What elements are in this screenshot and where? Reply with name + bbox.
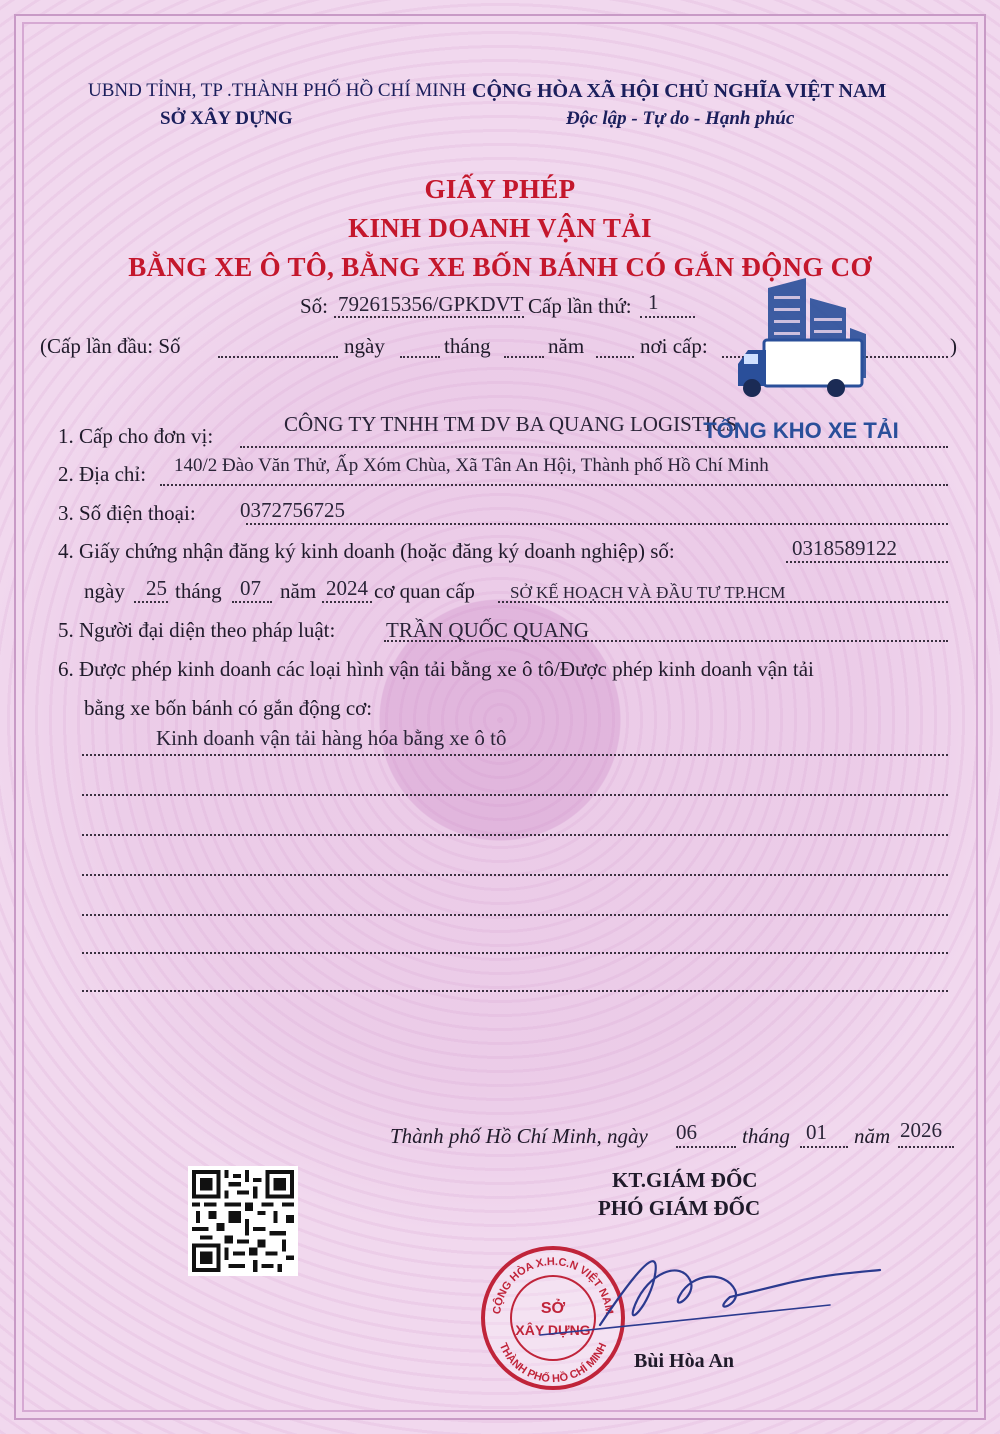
field-5-value: TRẦN QUỐC QUANG bbox=[386, 618, 589, 642]
issue-year-label: năm bbox=[854, 1124, 891, 1148]
field-6-dots-7 bbox=[82, 990, 948, 992]
field-4-dots bbox=[786, 561, 948, 563]
document-subtitle-1: KINH DOANH VẬN TẢI bbox=[348, 213, 652, 243]
first-issue-day-dots bbox=[400, 356, 440, 358]
field-6-label-line1: 6. Được phép kinh doanh các loại hình vận tải bằng xe ô tô/Được phép kinh doanh vận tải bbox=[58, 657, 814, 681]
issue-day: 06 bbox=[676, 1120, 697, 1144]
field-4-label: 4. Giấy chứng nhận đăng ký kinh doanh (hoặc đăng ký doanh nghiệp) số: bbox=[58, 539, 675, 563]
first-issue-month-label: tháng bbox=[444, 334, 491, 358]
issue-month-dots bbox=[800, 1146, 848, 1148]
field-2-dots bbox=[160, 484, 948, 486]
first-issue-number-dots bbox=[218, 356, 338, 358]
national-title: CỘNG HÒA XÃ HỘI CHỦ NGHĨA VIỆT NAM bbox=[472, 80, 887, 102]
field-4-day-value: 25 bbox=[146, 576, 167, 600]
permit-number-label: Số: bbox=[300, 294, 329, 318]
signer-role-1: KT.GIÁM ĐỐC bbox=[612, 1168, 758, 1192]
stamp-center-bottom: XÂY DỰNG bbox=[515, 1322, 591, 1338]
signer-role-2: PHÓ GIÁM ĐỐC bbox=[598, 1196, 761, 1220]
first-issue-year-dots bbox=[596, 356, 634, 358]
issue-month: 01 bbox=[806, 1120, 827, 1144]
watermark-logo bbox=[686, 278, 916, 453]
first-issue-month-dots bbox=[504, 356, 544, 358]
field-6-dots-6 bbox=[82, 952, 948, 954]
field-4-day-label: ngày bbox=[84, 579, 125, 603]
field-4-authority-value: SỞ KẾ HOẠCH VÀ ĐẦU TƯ TP.HCM bbox=[510, 583, 786, 602]
stamp-center-top: SỞ bbox=[540, 1300, 566, 1317]
field-4-year-label: năm bbox=[280, 579, 317, 603]
field-4-value: 0318589122 bbox=[792, 536, 897, 560]
field-6-dots-2 bbox=[82, 794, 948, 796]
issue-count-value: 1 bbox=[648, 290, 659, 314]
field-3-label: 3. Số điện thoại: bbox=[58, 501, 196, 525]
truck-building-icon bbox=[738, 340, 862, 397]
signer-name: Bùi Hòa An bbox=[634, 1350, 735, 1372]
issue-place-date-label: Thành phố Hồ Chí Minh, ngày bbox=[390, 1124, 648, 1148]
field-1-value: CÔNG TY TNHH TM DV BA QUANG LOGISTICS bbox=[284, 412, 738, 436]
watermark-text: TỔNG KHO XE TẢI bbox=[703, 418, 899, 443]
field-4-month-label: tháng bbox=[175, 579, 222, 603]
first-issue-day-label: ngày bbox=[344, 334, 385, 358]
field-2-label: 2. Địa chỉ: bbox=[58, 462, 147, 486]
national-motto: Độc lập - Tự do - Hạnh phúc bbox=[566, 108, 795, 129]
issue-year: 2026 bbox=[900, 1118, 942, 1142]
first-issue-place-label: nơi cấp: bbox=[640, 334, 708, 358]
field-5-label: 5. Người đại diện theo pháp luật: bbox=[58, 618, 336, 642]
field-4-authority-label: cơ quan cấp bbox=[374, 579, 475, 603]
field-4-day-dots bbox=[134, 601, 168, 603]
field-2-value: 140/2 Đào Văn Thử, Ấp Xóm Chùa, Xã Tân An Hội, Thành phố Hồ Chí Minh bbox=[174, 455, 769, 476]
authority-line: UBND TỈNH, TP .THÀNH PHỐ HỒ CHÍ MINH bbox=[88, 80, 467, 101]
issue-count-label: Cấp lần thứ: bbox=[528, 294, 632, 318]
first-issue-close: ) bbox=[950, 334, 957, 358]
field-3-value: 0372756725 bbox=[240, 498, 345, 522]
issue-year-dots bbox=[898, 1146, 954, 1148]
field-3-dots bbox=[246, 523, 948, 525]
field-6-dots-4 bbox=[82, 874, 948, 876]
field-6-dots-1 bbox=[82, 754, 948, 756]
field-4-month-value: 07 bbox=[240, 576, 261, 600]
field-1-label: 1. Cấp cho đơn vị: bbox=[58, 424, 214, 448]
field-6-value: Kinh doanh vận tải hàng hóa bằng xe ô tô bbox=[156, 726, 507, 750]
document-subtitle-2: BẰNG XE Ô TÔ, BẰNG XE BỐN BÁNH CÓ GẮN ĐỘNG CƠ bbox=[128, 252, 872, 282]
field-4-year-value: 2024 bbox=[326, 576, 368, 600]
field-4-month-dots bbox=[232, 601, 272, 603]
field-4-year-dots bbox=[322, 601, 372, 603]
department-name: SỞ XÂY DỰNG bbox=[160, 108, 293, 129]
field-6-dots-3 bbox=[82, 834, 948, 836]
issue-day-dots bbox=[676, 1146, 736, 1148]
permit-number-value: 792615356/GPKDVT bbox=[338, 292, 524, 316]
field-6-dots-5 bbox=[82, 914, 948, 916]
stamp-ring-bottom: THÀNH PHỐ HỒ CHÍ MINH bbox=[496, 1341, 610, 1386]
handwritten-signature bbox=[530, 1235, 890, 1350]
field-6-label-line2: bằng xe bốn bánh có gắn động cơ: bbox=[84, 696, 373, 720]
first-issue-year-label: năm bbox=[548, 334, 585, 358]
stamp-ring-top: CỘNG HÒA X.H.C.N VIỆT NAM bbox=[491, 1255, 615, 1315]
first-issue-open: (Cấp lần đầu: Số bbox=[40, 334, 181, 358]
qr-code-icon bbox=[188, 1166, 298, 1276]
document-title: GIẤY PHÉP bbox=[424, 174, 576, 204]
issue-month-label: tháng bbox=[742, 1124, 790, 1148]
